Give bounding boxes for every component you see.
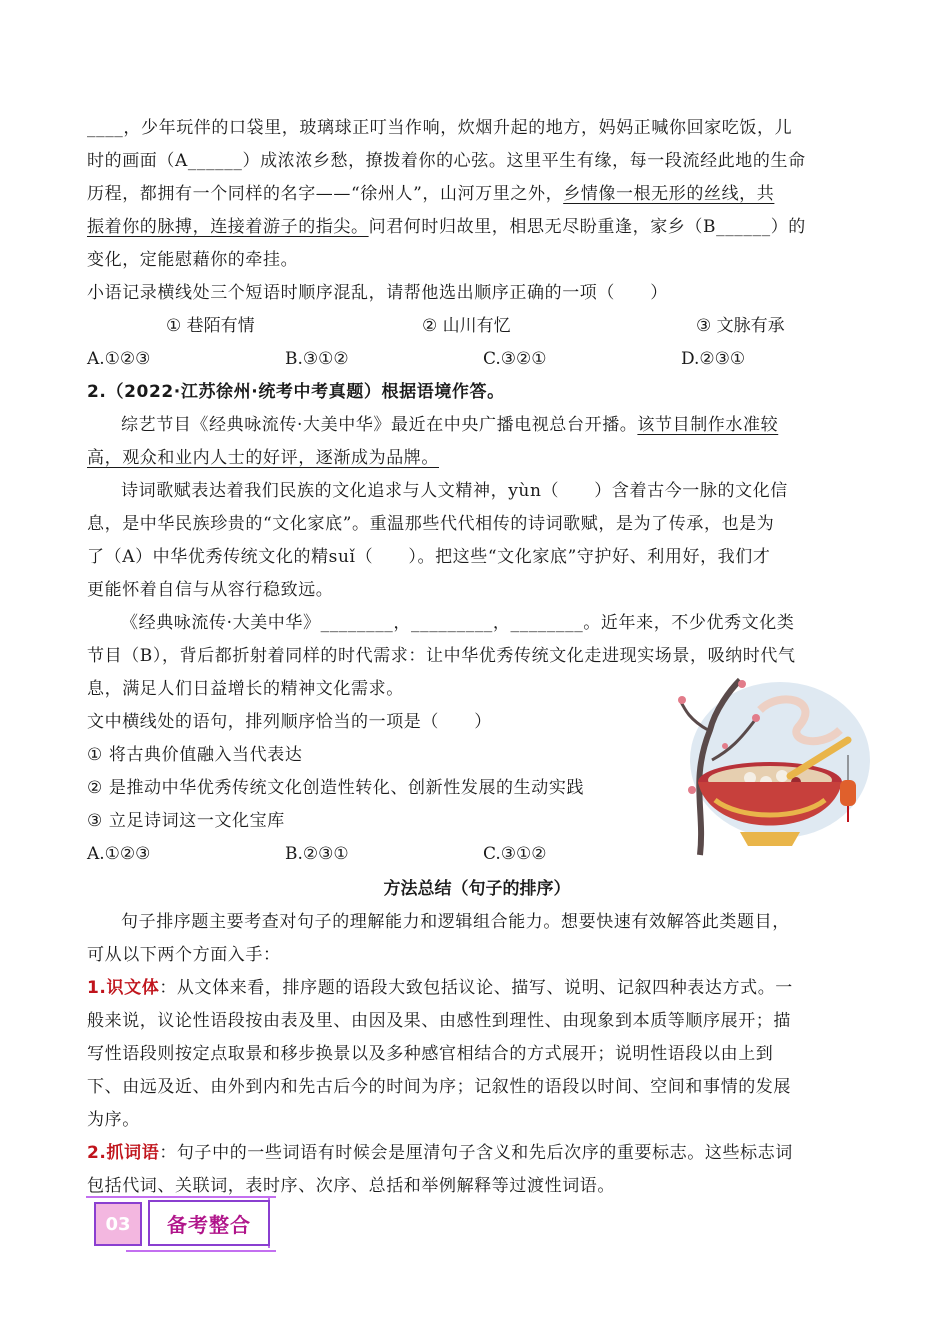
item: ① 巷陌有情	[166, 316, 255, 336]
option-d[interactable]: D.②③①	[681, 349, 746, 369]
text: ：句子中的一些词语有时候会是厘清句子含义和先后次序的重要标志。这些标志词	[159, 1143, 793, 1163]
q2-paragraph-3-line-1: 《经典咏流传·大美中华》________，_________，________。近年来，不少优秀文化类	[121, 613, 795, 633]
intro-line-2: 时的画面（A______）成浓浓乡愁，撩拨着你的心弦。这里平生有缘，每一段流经此地的生命	[87, 151, 806, 171]
underlined-sentence: 乡情像一根无形的丝线，共	[563, 184, 775, 204]
method-point-1-line-5: 为序。	[87, 1110, 140, 1130]
question-1-options	[87, 343, 867, 376]
method-intro-line-2: 可从以下两个方面入手：	[87, 945, 281, 965]
badge-label: 备考整合	[148, 1200, 270, 1246]
q2-paragraph-3-line-2: 节目（B），背后都折射着同样的时代需求：让中华优秀传统文化走进现实场景，吸纳时代气	[87, 646, 796, 666]
question-2-prompt: 文中横线处的语句，排列顺序恰当的一项是（ ）	[87, 712, 492, 732]
method-intro-line-1: 句子排序题主要考查对句子的理解能力和逻辑组合能力。想要快速有效解答此类题目，	[121, 912, 790, 932]
point-keyword: 识文体	[106, 978, 160, 998]
text: 综艺节目《经典咏流传·大美中华》最近在中央广播电视总台开播。	[121, 415, 638, 435]
intro-line-4	[87, 211, 867, 244]
method-point-1-line-1	[87, 972, 867, 1005]
q2-paragraph-2-line-4: 更能怀着自信与从容行稳致远。	[87, 580, 334, 600]
soup-bowl-illustration-icon	[670, 670, 870, 865]
badge-frame-top	[86, 1196, 276, 1198]
method-point-1-line-4: 下、由远及近、由外到内和先古后今的时间为序；记叙性的语段以时间、空间和事情的发展	[87, 1077, 791, 1097]
method-summary-title: 方法总结（句子的排序）	[383, 879, 571, 899]
underlined-sentence-end: 振着你的脉搏，连接着游子的指尖。	[87, 217, 369, 237]
point-keyword: 抓词语	[106, 1143, 160, 1163]
q2-item-3: ③ 立足诗词这一文化宝库	[87, 811, 285, 831]
intro-line-3	[87, 178, 867, 211]
badge-number: 03	[94, 1202, 142, 1246]
document-body	[87, 112, 867, 1203]
q2-item-1: ① 将古典价值融入当代表达	[87, 745, 303, 765]
intro-line-5: 变化，定能慰藉你的牵挂。	[87, 250, 299, 270]
option-a[interactable]: A.①②③	[87, 349, 151, 369]
point-number: 2.	[87, 1143, 107, 1163]
question-1-items	[87, 310, 867, 343]
question-1-prompt: 小语记录横线处三个短语时顺序混乱，请帮他选出顺序正确的一项（ ）	[87, 283, 668, 303]
q2-paragraph-1-cont	[87, 442, 867, 475]
intro-line-1: ____，少年玩伴的口袋里，玻璃球正叮当作响，炊烟升起的地方，妈妈正喊你回家吃饭，儿	[87, 118, 793, 138]
q2-paragraph-1	[87, 409, 867, 442]
point-number: 1.	[87, 978, 107, 998]
intro-text: 问君何时归故里，相思无尽盼重逢，家乡（B______）的	[368, 217, 806, 237]
section-badge	[86, 1196, 276, 1254]
badge-frame-bottom	[126, 1250, 276, 1252]
item: ③ 文脉有承	[696, 316, 785, 336]
q2-paragraph-3-line-3: 息，满足人们日益增长的精神文化需求。	[87, 679, 404, 699]
q2-paragraph-2-line-3: 了（A）中华优秀传统文化的精suǐ（ ）。把这些“文化家底”守护好、利用好，我们才	[87, 547, 771, 567]
q2-item-2: ② 是推动中华优秀传统文化创造性转化、创新性发展的生动实践	[87, 778, 585, 798]
question-2-heading: 2.（2022·江苏徐州·统考中考真题）根据语境作答。	[87, 382, 505, 402]
underlined-sentence-end: 高，观众和业内人士的好评，逐渐成为品牌。	[87, 448, 439, 468]
option-b[interactable]: B.②③①	[285, 844, 349, 864]
text: ：从文体来看，排序题的语段大致包括议论、描写、说明、记叙四种表达方式。一	[159, 978, 793, 998]
option-c[interactable]: C.③①②	[483, 844, 547, 864]
underlined-sentence: 该节目制作水准较	[637, 415, 779, 435]
method-point-2-line-1	[87, 1137, 867, 1170]
method-point-1-line-3: 写性语段则按定点取景和移步换景以及多种感官相结合的方式展开；说明性语段以由上到	[87, 1044, 774, 1064]
method-point-1-line-2: 般来说，议论性语段按由表及里、由因及果、由感性到理性、由现象到本质等顺序展开；描	[87, 1011, 791, 1031]
method-point-2-line-2: 包括代词、关联词，表时序、次序、总括和举例解释等过渡性词语。	[87, 1176, 615, 1196]
q2-paragraph-2-line-2: 息，是中华民族珍贵的“文化家底”。重温那些代代相传的诗词歌赋，是为了传承，也是为	[87, 514, 775, 534]
option-c[interactable]: C.③②①	[483, 349, 547, 369]
intro-text: 历程，都拥有一个同样的名字——“徐州人”，山河万里之外，	[87, 184, 564, 204]
item: ② 山川有忆	[422, 316, 511, 336]
option-a[interactable]: A.①②③	[87, 844, 151, 864]
q2-paragraph-2-line-1: 诗词歌赋表达着我们民族的文化追求与人文精神，yùn（ ）含着古今一脉的文化信	[121, 481, 788, 501]
option-b[interactable]: B.③①②	[285, 349, 349, 369]
